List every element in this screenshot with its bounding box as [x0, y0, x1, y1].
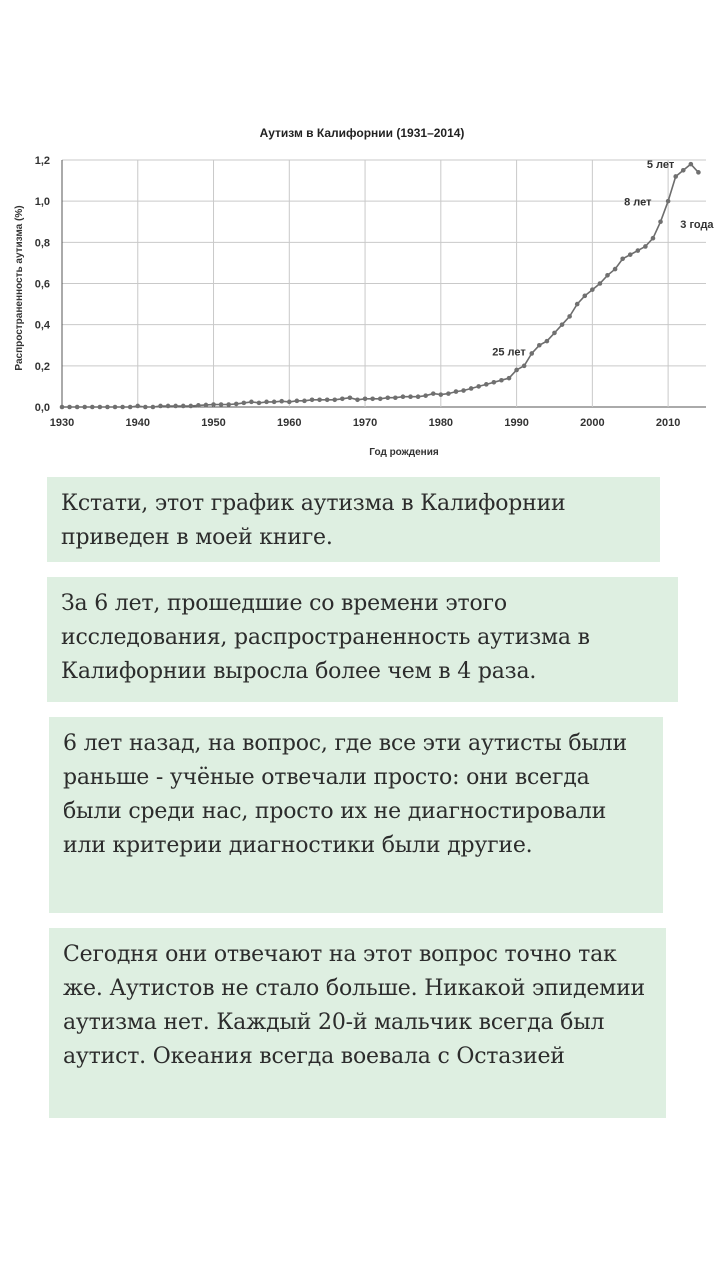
chart-annotations	[492, 159, 714, 358]
data-point	[272, 400, 277, 405]
chart-grid	[62, 160, 706, 407]
chart-annotation: 25 лет	[492, 346, 526, 359]
data-point	[605, 273, 610, 278]
data-point	[454, 389, 459, 394]
data-point	[264, 400, 269, 405]
data-point	[658, 219, 663, 224]
note-3: 6 лет назад, на вопрос, где все эти аутисты были раньше - учёные отвечали просто: они всегда были среди нас, просто их не диагностировали или критерии диагностики были другие.	[49, 717, 663, 913]
note-2: За 6 лет, прошедшие со времени этого исследования, распространенность аутизма в Калифорнии выросла более чем в 4 раза.	[47, 577, 678, 702]
series-line	[62, 164, 698, 407]
data-point	[257, 401, 262, 406]
data-point	[385, 395, 390, 400]
data-point	[325, 397, 330, 402]
data-point	[158, 404, 163, 409]
data-point	[173, 404, 178, 409]
chart-annotation: 8 лет	[624, 196, 652, 209]
x-tick-label: 1970	[352, 417, 378, 429]
data-point	[242, 401, 247, 406]
data-point	[75, 405, 80, 410]
data-point	[113, 405, 118, 410]
data-point	[681, 168, 686, 173]
autism-chart	[0, 110, 720, 470]
chart-svg	[0, 110, 720, 470]
data-point	[529, 351, 534, 356]
y-tick-label: 1,2	[34, 155, 50, 167]
data-point	[189, 404, 194, 409]
x-tick-label: 1980	[428, 417, 454, 429]
data-point	[279, 399, 284, 404]
data-point	[484, 382, 489, 387]
x-tick-label: 1940	[125, 417, 151, 429]
data-point	[423, 393, 428, 398]
data-point	[363, 396, 368, 401]
data-point	[582, 294, 587, 299]
data-point	[514, 368, 519, 373]
x-tick-label: 1950	[201, 417, 226, 429]
data-point	[575, 302, 580, 307]
data-point	[143, 405, 148, 410]
data-point	[181, 404, 186, 409]
data-point	[507, 376, 512, 381]
chart-ticks	[35, 155, 681, 429]
data-point	[378, 396, 383, 401]
data-point	[552, 331, 557, 336]
data-point	[204, 403, 209, 408]
data-point	[439, 392, 444, 397]
data-point	[401, 394, 406, 399]
data-point	[234, 402, 239, 407]
data-point	[82, 405, 87, 410]
data-point	[696, 170, 701, 175]
data-point	[226, 402, 231, 407]
data-point	[590, 287, 595, 292]
y-tick-label: 0,0	[34, 402, 50, 414]
data-point	[598, 281, 603, 286]
chart-annotation: 5 лет	[646, 159, 675, 172]
data-point	[628, 252, 633, 257]
x-tick-label: 1990	[504, 417, 529, 429]
data-point	[476, 384, 481, 389]
note-1: Кстати, этот график аутизма в Калифорнии приведен в моей книге.	[47, 477, 660, 562]
data-point	[295, 399, 300, 404]
y-tick-label: 1,0	[34, 196, 50, 209]
data-point	[370, 396, 375, 401]
x-axis-label: Год рождения	[369, 447, 439, 458]
data-point	[461, 388, 466, 393]
data-point	[302, 399, 307, 404]
y-tick-label: 0,6	[34, 278, 50, 291]
data-point	[651, 236, 656, 241]
data-point	[219, 402, 224, 407]
data-point	[90, 405, 95, 410]
data-point	[249, 400, 254, 405]
data-point	[120, 405, 125, 410]
chart-title: Аутизм в Калифорнии (1931–2014)	[259, 126, 465, 140]
data-point	[105, 405, 110, 410]
data-point	[643, 244, 648, 249]
data-point	[393, 395, 398, 400]
data-point	[98, 405, 103, 410]
chart-series	[60, 162, 701, 409]
data-point	[340, 396, 345, 401]
data-point	[60, 405, 65, 410]
data-point	[666, 199, 671, 204]
data-point	[135, 404, 140, 409]
data-point	[545, 339, 550, 344]
note-4: Сегодня они отвечают на этот вопрос точно так же. Аутистов не стало больше. Никакой эпидемии аутизма нет. Каждый 20-й мальчик всегда был аутист. Океания всегда воевала с Остазией	[49, 928, 666, 1118]
x-tick-label: 1930	[49, 417, 75, 429]
data-point	[128, 405, 133, 410]
data-point	[348, 395, 353, 400]
data-point	[469, 386, 474, 391]
data-point	[151, 405, 156, 410]
y-tick-label: 0,4	[34, 319, 50, 332]
data-point	[310, 397, 315, 402]
data-point	[613, 267, 618, 272]
data-point	[673, 174, 678, 179]
data-point	[355, 397, 360, 402]
y-axis-label: Распространенность аутизма (%)	[14, 205, 25, 371]
x-tick-label: 2000	[580, 417, 605, 429]
data-point	[492, 380, 497, 385]
data-point	[560, 322, 565, 327]
x-tick-label: 2010	[655, 417, 681, 429]
data-point	[537, 343, 542, 348]
data-point	[446, 391, 451, 396]
data-point	[431, 391, 436, 396]
data-point	[567, 314, 572, 319]
data-point	[166, 404, 171, 409]
data-point	[636, 248, 641, 253]
chart-annotation: 3 года	[680, 218, 714, 231]
data-point	[408, 394, 413, 399]
data-point	[689, 162, 694, 167]
x-tick-label: 1960	[277, 417, 302, 429]
data-point	[522, 364, 527, 369]
data-point	[332, 397, 337, 402]
y-tick-label: 0,2	[34, 360, 50, 373]
data-point	[211, 402, 216, 407]
data-point	[620, 257, 625, 262]
data-point	[499, 378, 504, 383]
data-point	[67, 405, 72, 410]
data-point	[416, 394, 421, 399]
data-point	[196, 403, 201, 408]
data-point	[287, 400, 292, 405]
y-tick-label: 0,8	[34, 237, 50, 250]
data-point	[317, 397, 322, 402]
